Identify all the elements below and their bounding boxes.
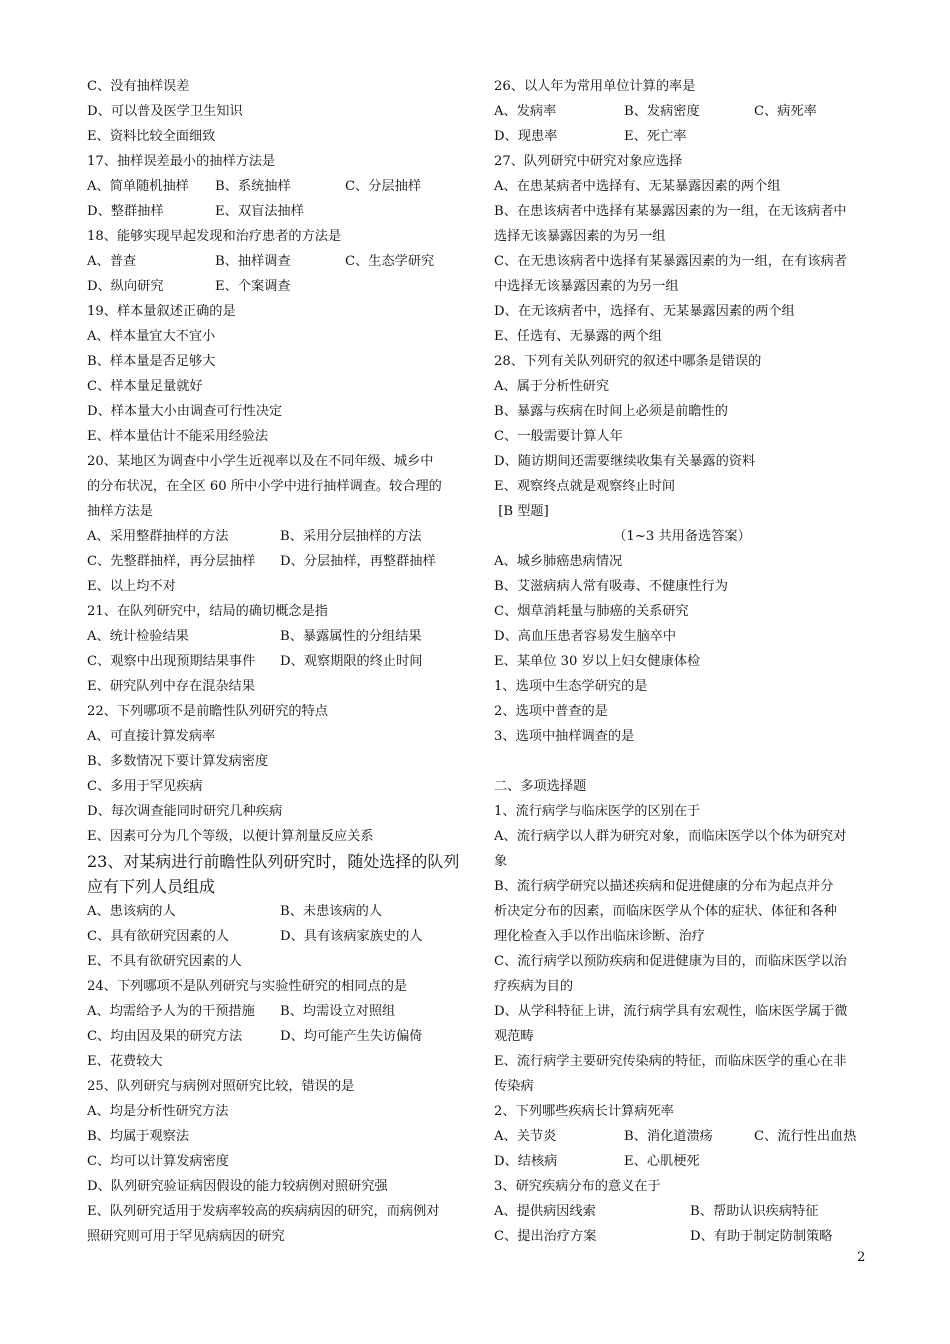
question-19-stem: 19、样本量叙述正确的是 — [87, 304, 236, 319]
question-20-stem: 的分布状况，在全区 60 所中小学中进行抽样调查。较合理的 — [87, 479, 442, 494]
option-d: D、样本量大小由调查可行性决定 — [87, 404, 283, 419]
option-c: C、均可以计算发病密度 — [87, 1154, 229, 1169]
option-a: 象 — [494, 854, 508, 869]
option-d: D、高血压患者容易发生脑卒中 — [494, 629, 677, 644]
option-d: D、在无该病者中，选择有、无某暴露因素的两个组 — [494, 304, 795, 319]
option-c: C、分层抽样 — [345, 179, 422, 194]
option-e: E、个案调查 — [215, 279, 291, 294]
question-17-stem: 17、抽样误差最小的抽样方法是 — [87, 154, 276, 169]
multi-question-1-stem: 1、流行病学与临床医学的区别在于 — [494, 804, 701, 819]
question-17-options — [87, 174, 465, 199]
option-e: E、样本量估计不能采用经验法 — [87, 429, 269, 444]
option-c: C、样本量足量就好 — [87, 379, 203, 394]
question-24-options — [87, 999, 465, 1024]
option-c: C、多用于罕见疾病 — [87, 779, 203, 794]
option-c: C、具有欲研究因素的人 — [87, 929, 229, 944]
option-b: B、均属于观察法 — [87, 1129, 190, 1144]
option-d: D、从学科特征上讲，流行病学具有宏观性，临床医学属于微 — [494, 1004, 848, 1019]
option-b: B、消化道溃疡 — [624, 1129, 713, 1144]
option-b: B、艾滋病病人常有吸毒、不健康性行为 — [494, 579, 728, 594]
question-18-stem: 18、能够实现早起发现和治疗患者的方法是 — [87, 229, 342, 244]
option-text: E、资料比较全面细致 — [87, 129, 216, 144]
question-20-options — [87, 549, 465, 574]
multi-question-2-stem: 2、下列哪些疾病长计算病死率 — [494, 1104, 674, 1119]
option-e: E、研究队列中存在混杂结果 — [87, 679, 255, 694]
left-column — [87, 74, 465, 1249]
question-21-stem: 21、在队列研究中，结局的确切概念是指 — [87, 604, 328, 619]
option-a: A、患该病的人 — [87, 904, 176, 919]
option-b: B、流行病学研究以描述疾病和促进健康的分布为起点并分 — [494, 879, 834, 894]
question-24-stem: 24、下列哪项不是队列研究与实验性研究的相同点的是 — [87, 979, 408, 994]
option-a: A、关节炎 — [494, 1129, 557, 1144]
option-e: E、以上均不对 — [87, 579, 176, 594]
option-b: 选择无该暴露因素的为另一组 — [494, 229, 666, 244]
question-27-stem: 27、队列研究中研究对象应选择 — [494, 154, 683, 169]
option-b: B、未患该病的人 — [280, 904, 383, 919]
option-b: B、样本量是否足够大 — [87, 354, 216, 369]
b-question-1: 1、选项中生态学研究的是 — [494, 679, 648, 694]
question-20-stem: 20、某地区为调查中小学生近视率以及在不同年级、城乡中 — [87, 454, 434, 469]
option-c: C、一般需要计算人年 — [494, 429, 623, 444]
question-24-options — [87, 1024, 465, 1049]
option-d: D、整群抽样 — [87, 204, 164, 219]
multi-question-2-options — [494, 1149, 870, 1174]
option-e: E、队列研究适用于发病率较高的疾病病因的研究，而病例对 — [87, 1204, 440, 1219]
option-d: D、观察期限的终止时间 — [280, 654, 423, 669]
option-d: D、分层抽样，再整群抽样 — [280, 554, 436, 569]
question-26-options — [494, 124, 870, 149]
option-d: D、现患率 — [494, 129, 558, 144]
question-26-stem: 26、以人年为常用单位计算的率是 — [494, 79, 696, 94]
option-d: 观范畴 — [494, 1029, 534, 1044]
option-b: B、帮助认识疾病特征 — [690, 1204, 819, 1219]
multi-question-3-stem: 3、研究疾病分布的意义在于 — [494, 1179, 661, 1194]
option-a: A、可直接计算发病率 — [87, 729, 216, 744]
option-d: D、随访期间还需要继续收集有关暴露的资料 — [494, 454, 756, 469]
option-b: B、采用分层抽样的方法 — [280, 529, 422, 544]
option-b: B、暴露属性的分组结果 — [280, 629, 422, 644]
option-e: E、不具有欲研究因素的人 — [87, 954, 242, 969]
question-21-options — [87, 649, 465, 674]
option-text: D、可以普及医学卫生知识 — [87, 104, 243, 119]
option-c: 中选择无该暴露因素的为另一组 — [494, 279, 679, 294]
option-b: B、在患该病者中选择有某暴露因素的为一组，在无该病者中 — [494, 204, 847, 219]
option-c: C、流行性出血热 — [754, 1129, 857, 1144]
multi-question-3-options — [494, 1224, 870, 1249]
option-a: A、属于分析性研究 — [494, 379, 610, 394]
shared-answers-note: （1~3 共用备选答案） — [613, 529, 751, 544]
option-c: C、均由因及果的研究方法 — [87, 1029, 243, 1044]
question-23-stem: 23、对某病进行前瞻性队列研究时，随处选择的队列 — [87, 852, 460, 871]
option-e: E、观察终点就是观察终止时间 — [494, 479, 676, 494]
option-a: A、城乡肺癌患病情况 — [494, 554, 623, 569]
question-20-stem: 抽样方法是 — [87, 504, 153, 519]
option-c: C、先整群抽样，再分层抽样 — [87, 554, 256, 569]
question-21-options — [87, 624, 465, 649]
option-e: E、任选有、无暴露的两个组 — [494, 329, 662, 344]
option-a: A、均是分析性研究方法 — [87, 1104, 229, 1119]
option-a: A、统计检验结果 — [87, 629, 189, 644]
option-c: C、病死率 — [754, 104, 817, 119]
option-e: 传染病 — [494, 1079, 534, 1094]
multi-question-3-options — [494, 1199, 870, 1224]
question-18-options — [87, 274, 465, 299]
option-e: E、双盲法抽样 — [215, 204, 304, 219]
option-c: C、烟草消耗量与肺癌的关系研究 — [494, 604, 689, 619]
option-d: D、队列研究验证病因假设的能力较病例对照研究强 — [87, 1179, 388, 1194]
option-b: B、发病密度 — [624, 104, 700, 119]
option-d: D、每次调查能同时研究几种疾病 — [87, 804, 283, 819]
question-17-options — [87, 199, 465, 224]
option-c: C、观察中出现预期结果事件 — [87, 654, 256, 669]
b-question-3: 3、选项中抽样调查的是 — [494, 729, 635, 744]
option-a: A、简单随机抽样 — [87, 179, 189, 194]
question-22-stem: 22、下列哪项不是前瞻性队列研究的特点 — [87, 704, 328, 719]
question-25-stem: 25、队列研究与病例对照研究比较，错误的是 — [87, 1079, 355, 1094]
question-23-options — [87, 924, 465, 949]
b-type-label: [B 型题] — [494, 504, 549, 519]
b-question-2: 2、选项中普查的是 — [494, 704, 608, 719]
option-a: A、采用整群抽样的方法 — [87, 529, 229, 544]
option-b: 理化检查入手以作出临床诊断、治疗 — [494, 929, 705, 944]
option-b: B、系统抽样 — [215, 179, 291, 194]
option-a: A、发病率 — [494, 104, 557, 119]
option-c: C、流行病学以预防疾病和促进健康为目的，而临床医学以治 — [494, 954, 847, 969]
option-e: E、死亡率 — [624, 129, 687, 144]
option-b: B、均需设立对照组 — [280, 1004, 396, 1019]
option-e: E、因素可分为几个等级，以便计算剂量反应关系 — [87, 829, 374, 844]
question-26-options — [494, 99, 870, 124]
option-e: E、花费较大 — [87, 1054, 163, 1069]
option-e: 照研究则可用于罕见病病因的研究 — [87, 1229, 285, 1244]
spacer — [494, 749, 870, 774]
section-title: 二、多项选择题 — [494, 779, 587, 794]
option-a: A、在患某病者中选择有、无某暴露因素的两个组 — [494, 179, 781, 194]
option-b: B、多数情况下要计算发病密度 — [87, 754, 269, 769]
option-d: D、均可能产生失访偏倚 — [280, 1029, 423, 1044]
question-18-options — [87, 249, 465, 274]
option-b: 析决定分布的因素，而临床医学从个体的症状、体征和各种 — [494, 904, 837, 919]
option-a: A、均需给予人为的干预措施 — [87, 1004, 255, 1019]
page-number: 2 — [857, 1250, 866, 1265]
question-28-stem: 28、下列有关队列研究的叙述中哪条是错误的 — [494, 354, 762, 369]
question-23-stem: 应有下列人员组成 — [87, 877, 216, 896]
option-b: B、抽样调查 — [215, 254, 291, 269]
option-b: B、暴露与疾病在时间上必须是前瞻性的 — [494, 404, 728, 419]
right-column — [494, 74, 870, 1249]
option-d: D、有助于制定防制策略 — [690, 1229, 833, 1244]
option-c: C、生态学研究 — [345, 254, 435, 269]
question-20-options — [87, 524, 465, 549]
option-a: A、样本量宜大不宜小 — [87, 329, 216, 344]
option-d: D、纵向研究 — [87, 279, 164, 294]
option-c: C、提出治疗方案 — [494, 1229, 597, 1244]
option-e: E、某单位 30 岁以上妇女健康体检 — [494, 654, 701, 669]
option-e: E、心肌梗死 — [624, 1154, 700, 1169]
question-23-options — [87, 899, 465, 924]
option-e: E、流行病学主要研究传染病的特征，而临床医学的重心在非 — [494, 1054, 847, 1069]
option-c: C、在无患该病者中选择有某暴露因素的为一组，在有该病者 — [494, 254, 847, 269]
option-a: A、普查 — [87, 254, 137, 269]
option-a: A、提供病因线索 — [494, 1204, 596, 1219]
option-d: D、结核病 — [494, 1154, 558, 1169]
option-a: A、流行病学以人群为研究对象，而临床医学以个体为研究对 — [494, 829, 847, 844]
option-d: D、具有该病家族史的人 — [280, 929, 423, 944]
option-text: C、没有抽样误差 — [87, 79, 190, 94]
multi-question-2-options — [494, 1124, 870, 1149]
option-c: 疗疾病为目的 — [494, 979, 574, 994]
